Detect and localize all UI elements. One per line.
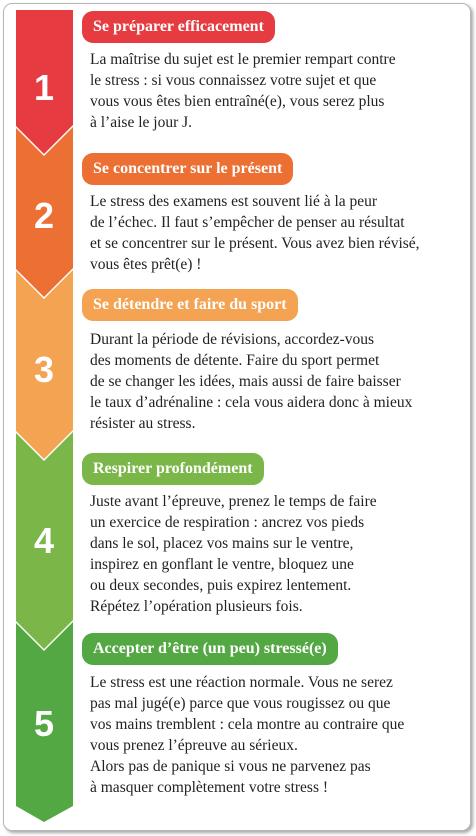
step-text-1: [90, 49, 460, 133]
step-title-5: Accepter d’être (un peu) stressé(e): [82, 633, 338, 665]
step-text-4: [90, 491, 460, 617]
step-title-3: Se détendre et faire du sport: [82, 289, 298, 321]
text-line: inspirez en gonflant le ventre, bloquez une: [90, 556, 354, 573]
text-line: de l’échec. Il faut s’empêcher de penser au résultat: [90, 214, 405, 231]
text-line: pas mal jugé(e) parce que vous rougissez ou que: [90, 695, 391, 712]
text-line: Répétez l’opération plusieurs fois.: [90, 598, 303, 615]
text-line: Le stress est une réaction normale. Vous ne serez: [90, 674, 393, 691]
text-line: Alors pas de panique si vous ne parvenez pas: [90, 758, 371, 775]
text-line: Juste avant l’épreuve, prenez le temps de faire: [90, 493, 377, 510]
step-number-5: 5: [33, 703, 55, 744]
text-line: La maîtrise du sujet est le premier rempart contre: [90, 51, 396, 68]
text-line: et se concentrer sur le présent. Vous avez bien révisé,: [90, 235, 420, 252]
text-line: ou deux secondes, puis expirez lentement.: [90, 577, 352, 594]
step-title-2: Se concentrer sur le présent: [82, 153, 293, 185]
text-line: des moments de détente. Faire du sport permet: [90, 352, 380, 369]
text-line: de se changer les idées, mais aussi de faire baisser: [90, 373, 401, 390]
text-line: résister au stress.: [90, 415, 196, 432]
step-number-3: 3: [33, 349, 55, 390]
text-line: vous vous êtes bien entraîné(e), vous serez plus: [90, 93, 385, 110]
text-line: vous êtes prêt(e) !: [90, 256, 202, 273]
step-number-4: 4: [33, 520, 55, 561]
text-line: le taux d’adrénaline : cela vous aidera donc à mieux: [90, 394, 413, 411]
step-number-2: 2: [33, 195, 55, 236]
text-line: à masquer complètement votre stress !: [90, 779, 329, 796]
step-text-5: [90, 672, 460, 798]
step-title-4: Respirer profondément: [82, 453, 264, 485]
text-line: vos mains tremblent : cela montre au contraire que: [90, 716, 405, 733]
step-number-1: 1: [33, 67, 55, 108]
text-line: vous prenez l’épreuve au sérieux.: [90, 737, 298, 754]
text-line: Le stress des examens est souvent lié à la peur: [90, 193, 378, 210]
text-line: Durant la période de révisions, accordez-vous: [90, 331, 375, 348]
text-line: un exercice de respiration : ancrez vos pieds: [90, 514, 365, 531]
step-text-3: [90, 329, 460, 434]
step-title-1: Se préparer efficacement: [82, 11, 275, 43]
text-line: dans le sol, placez vos mains sur le ventre,: [90, 535, 354, 552]
text-line: le stress : si vous connaissez votre sujet et que: [90, 72, 377, 89]
step-text-2: [90, 191, 460, 275]
text-line: à l’aise le jour J.: [90, 114, 193, 131]
